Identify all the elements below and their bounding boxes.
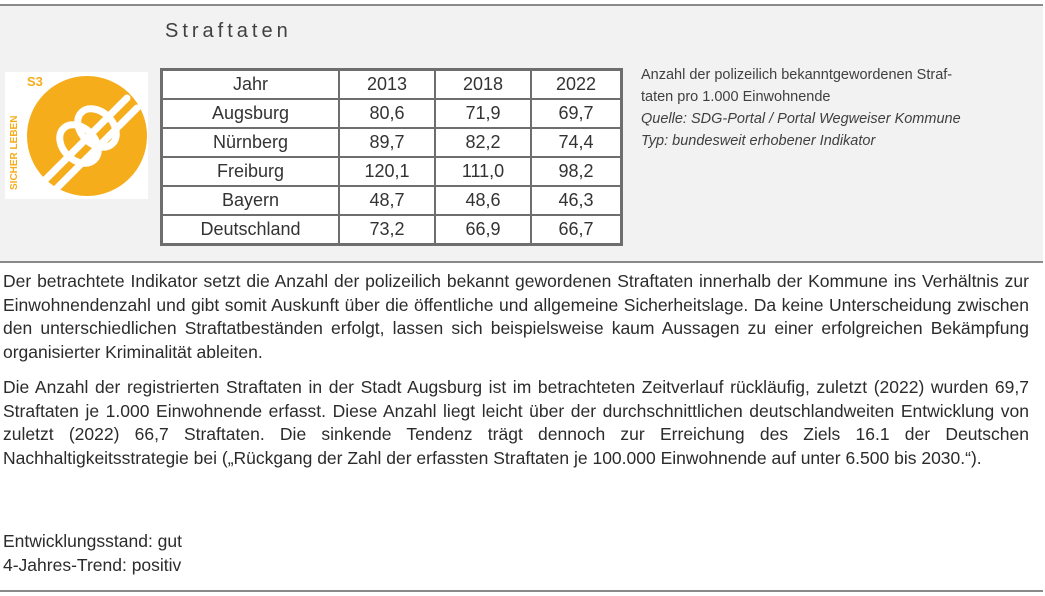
table-header-row: [162, 70, 622, 100]
sicher-leben-logo: [5, 72, 148, 199]
row-label: Nürnberg: [162, 128, 340, 157]
column-header: 2018: [435, 70, 531, 100]
table-cell: 80,6: [339, 99, 435, 128]
row-label: Deutschland: [162, 215, 340, 245]
column-header: Jahr: [162, 70, 340, 100]
bottom-divider: [0, 590, 1043, 592]
table-cell: 66,7: [531, 215, 622, 245]
statistics-table: [160, 68, 623, 246]
development-status: Entwicklungsstand: gut: [3, 531, 182, 551]
trend-status: 4-Jahres-Trend: positiv: [3, 554, 182, 575]
table-row: [162, 157, 622, 186]
table-row: [162, 99, 622, 128]
body-text: [3, 270, 1029, 482]
paragraph-indicator-explanation: Der betrachtete Indikator setzt die Anzahl der polizeilich bekannt gewordenen Straftaten innerhalb der Kommune ins Verhältnis zur Einwohnendenzahl und gibt somit Auskunft über die öffentliche und allgemeine Sicherheitslage. Da keine Unterscheidung zwischen den unterschiedlichen Straftatbeständen erfolgt, lassen sich beispielsweise kaum Aussagen zu einer erfolgreichen Bekämpfung organisierter Kriminalität ableiten.: [3, 271, 1029, 362]
table-cell: 69,7: [531, 99, 622, 128]
indicator-type: Typ: bundesweit erhobener Indikator: [641, 133, 876, 149]
paragraph-augsburg-analysis: Die Anzahl der registrierten Straftaten in der Stadt Augsburg ist im betrachteten Zeitverlauf rückläufig, zuletzt (2022) wurden 69,7 Straftaten je 1.000 Einwohnende erfasst. Diese Anzahl liegt leicht über der durchschnittlichen deutschlandweiten Entwicklung von zuletzt (2022) 66,7 Straftaten. Die sinkende Tendenz trägt dennoch zur Erreichung des Ziels 16.1 der Deutschen Nachhaltigkeitsstrategie bei („Rückgang der Zahl der erfassten Straftaten je 100.000 Einwohnende auf unter 6.500 bis 2030.“).: [3, 377, 1029, 468]
table-cell: 71,9: [435, 99, 531, 128]
header-panel: [0, 4, 1043, 263]
status-block: [3, 530, 182, 577]
table-cell: 46,3: [531, 186, 622, 215]
indicator-info: [641, 64, 1036, 152]
row-label: Bayern: [162, 186, 340, 215]
logo-label: SICHER LEBEN: [9, 115, 20, 190]
row-label: Augsburg: [162, 99, 340, 128]
row-label: Freiburg: [162, 157, 340, 186]
table-row: [162, 186, 622, 215]
table-cell: 73,2: [339, 215, 435, 245]
column-header: 2013: [339, 70, 435, 100]
table-cell: 98,2: [531, 157, 622, 186]
table-cell: 82,2: [435, 128, 531, 157]
logo-badge: S3: [27, 74, 43, 89]
table-cell: 48,6: [435, 186, 531, 215]
table-cell: 66,9: [435, 215, 531, 245]
table-cell: 89,7: [339, 128, 435, 157]
table-cell: 74,4: [531, 128, 622, 157]
table-row: [162, 215, 622, 245]
knot-icon: [5, 72, 148, 199]
indicator-description-line1: Anzahl der polizeilich bekanntgewordenen Straf-: [641, 67, 953, 83]
table-cell: 111,0: [435, 157, 531, 186]
table-cell: 120,1: [339, 157, 435, 186]
column-header: 2022: [531, 70, 622, 100]
indicator-description-line2: taten pro 1.000 Einwohnende: [641, 89, 831, 105]
table-row: [162, 128, 622, 157]
page-title: Straftaten: [165, 20, 292, 42]
table-cell: 48,7: [339, 186, 435, 215]
indicator-source: Quelle: SDG-Portal / Portal Wegweiser Kommune: [641, 111, 961, 127]
